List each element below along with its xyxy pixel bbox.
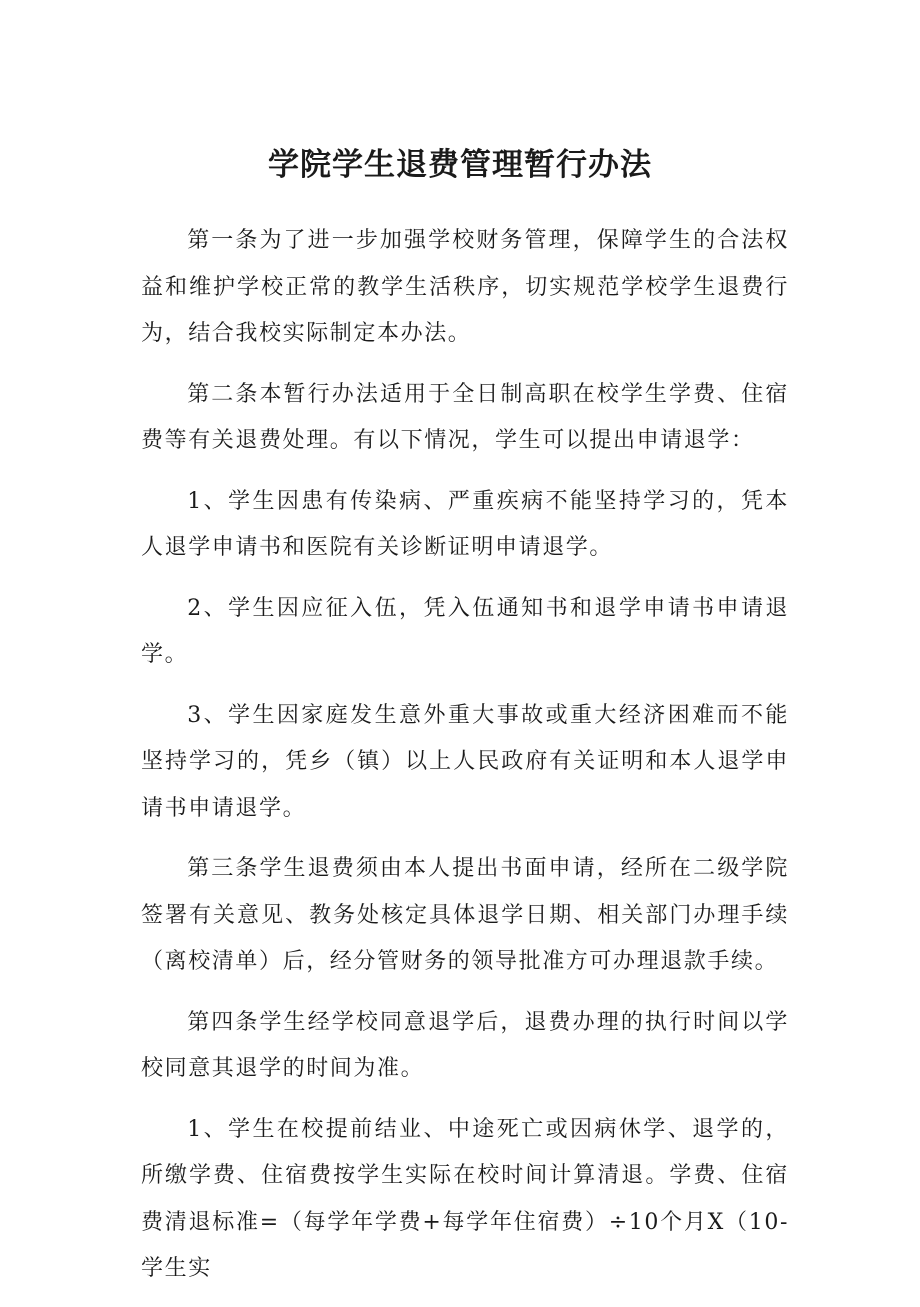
article-2-paragraph: 第二条本暂行办法适用于全日制高职在校学生学费、住宿费等有关退费处理。有以下情况，学生可以提出申请退学： — [141, 381, 789, 453]
article-4-paragraph: 第四条学生经学校同意退学后，退费办理的执行时间以学校同意其退学的时间为准。 — [141, 1009, 789, 1081]
article-1-paragraph: 第一条为了进一步加强学校财务管理，保障学生的合法权益和维护学校正常的教学生活秩序，切实规范学校学生退费行为，结合我校实际制定本办法。 — [141, 228, 789, 346]
article-2-item-1: 1、学生因患有传染病、严重疾病不能坚持学习的，凭本人退学申请书和医院有关诊断证明申请退学。 — [141, 488, 789, 560]
document-body — [141, 218, 789, 1307]
article-2-item-2: 2、学生因应征入伍，凭入伍通知书和退学申请书申请退学。 — [141, 595, 789, 667]
article-2-item-3: 3、学生因家庭发生意外重大事故或重大经济困难而不能坚持学习的，凭乡（镇）以上人民政府有关证明和本人退学申请书申请退学。 — [141, 702, 789, 821]
article-4-item-1: 1、学生在校提前结业、中途死亡或因病休学、退学的，所缴学费、住宿费按学生实际在校时间计算清退。学费、住宿费清退标准=（每学年学费+每学年住宿费）÷10个月X（10-学生实 — [141, 1116, 789, 1281]
document-title: 学院学生退费管理暂行办法 — [268, 147, 652, 183]
article-3-paragraph: 第三条学生退费须由本人提出书面申请，经所在二级学院签署有关意见、教务处核定具体退学日期、相关部门办理手续（离校清单）后，经分管财务的领导批准方可办理退款手续。 — [141, 856, 789, 974]
